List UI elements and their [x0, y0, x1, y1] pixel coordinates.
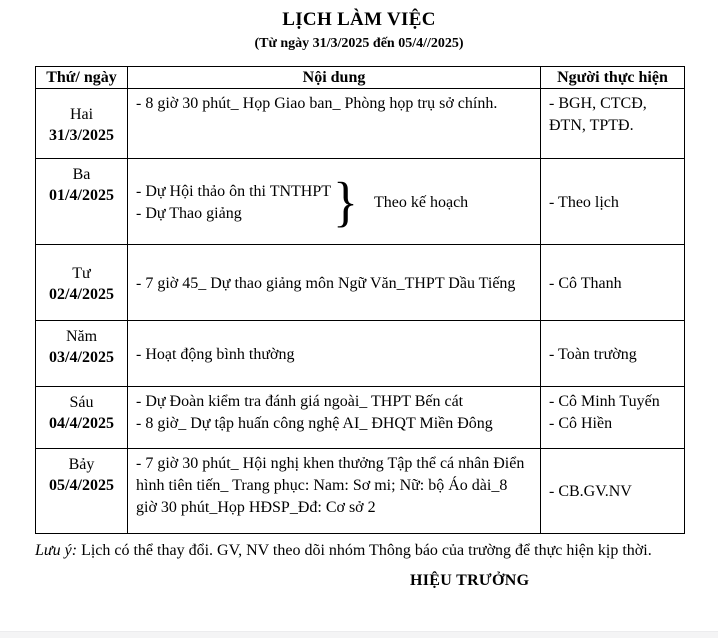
content-line: - Dự Đoàn kiểm tra đánh giá ngoài_ THPT Bến cát [136, 393, 464, 410]
person-cell [541, 245, 685, 321]
content-line: - 8 giờ 30 phút_ Họp Giao ban_ Phòng họp trụ sở chính. [136, 95, 498, 112]
content-cell [128, 159, 541, 245]
day-cell [36, 89, 128, 159]
content-line: - Dự Thao giảng [136, 204, 242, 222]
day-name: Năm [65, 328, 98, 345]
day-cell [36, 449, 128, 534]
day-cell [36, 387, 128, 449]
person-line: - Theo lịch [549, 193, 619, 211]
day-cell [36, 321, 128, 387]
day-name: Bảy [68, 456, 95, 473]
page-title: LỊCH LÀM VIỆC [282, 9, 436, 30]
signature-title: HIỆU TRƯỞNG [410, 572, 530, 589]
content-line: - Dự Hội thảo ôn thi TNTHPT [136, 182, 332, 200]
person-line: - Cô Hiền [549, 415, 613, 432]
day-name: Tư [72, 265, 91, 282]
content-line: - 7 giờ 45_ Dự thao giảng môn Ngữ Văn_THPT Dầu Tiếng [136, 274, 516, 292]
brace-items [136, 181, 331, 225]
content-line: - 8 giờ_ Dự tập huấn công nghệ AI_ ĐHQT Miền Đông [136, 415, 493, 432]
table-row [36, 387, 685, 449]
page-subtitle: (Từ ngày 31/3/2025 đến 05/4//2025) [254, 36, 464, 51]
day-cell [36, 159, 128, 245]
content-cell [128, 245, 541, 321]
brace-group [136, 172, 532, 232]
day-date: 04/4/2025 [49, 415, 114, 432]
note [35, 539, 660, 563]
header-cell-person: Người thực hiện [541, 67, 685, 89]
bottom-page-edge [0, 631, 718, 638]
person-line: - BGH, CTCĐ, ĐTN, TPTĐ. [549, 95, 647, 134]
content-cell [128, 449, 541, 534]
content-cell [128, 89, 541, 159]
person-cell [541, 449, 685, 534]
person-line: - Toàn trường [549, 345, 637, 363]
content-cell [128, 321, 541, 387]
person-line: - CB.GV.NV [549, 483, 632, 500]
day-name: Ba [72, 166, 91, 183]
day-date: 02/4/2025 [49, 286, 114, 303]
content-line: - Hoạt động bình thường [136, 345, 295, 363]
day-name: Hai [69, 106, 94, 123]
day-date: 03/4/2025 [49, 349, 114, 366]
content-line: - 7 giờ 30 phút_ Hội nghị khen thưởng Tập thể cá nhân Điển hình tiên tiến_ Trang phục: Nam: Sơ mi; Nữ: bộ Áo dài_8 giờ 30 phút_Họp HĐSP_Đđ: Cơ sở 2 [136, 455, 525, 516]
person-cell [541, 321, 685, 387]
table-header-row [36, 67, 685, 89]
person-cell [541, 159, 685, 245]
note-text: Lịch có thể thay đổi. GV, NV theo dõi nhóm Thông báo của trường để thực hiện kịp thời. [81, 542, 652, 559]
header-cell-content: Nội dung [128, 67, 541, 89]
table-row [36, 159, 685, 245]
day-date: 31/3/2025 [49, 127, 114, 144]
table-row [36, 89, 685, 159]
schedule-table [35, 66, 685, 534]
table-row [36, 321, 685, 387]
table-row [36, 449, 685, 534]
content-cell [128, 387, 541, 449]
day-name: Sáu [69, 394, 94, 411]
header-cell-day: Thứ/ ngày [36, 67, 128, 89]
person-cell [541, 89, 685, 159]
table-row [36, 245, 685, 321]
curly-brace: } [333, 172, 358, 232]
brace-label: Theo kế hoạch [374, 193, 469, 211]
person-line: - Cô Thanh [549, 274, 622, 292]
person-line: - Cô Minh Tuyến [549, 393, 660, 410]
day-date: 01/4/2025 [49, 187, 114, 204]
day-date: 05/4/2025 [49, 477, 114, 494]
day-cell [36, 245, 128, 321]
note-label: Lưu ý: [35, 542, 78, 559]
person-cell [541, 387, 685, 449]
